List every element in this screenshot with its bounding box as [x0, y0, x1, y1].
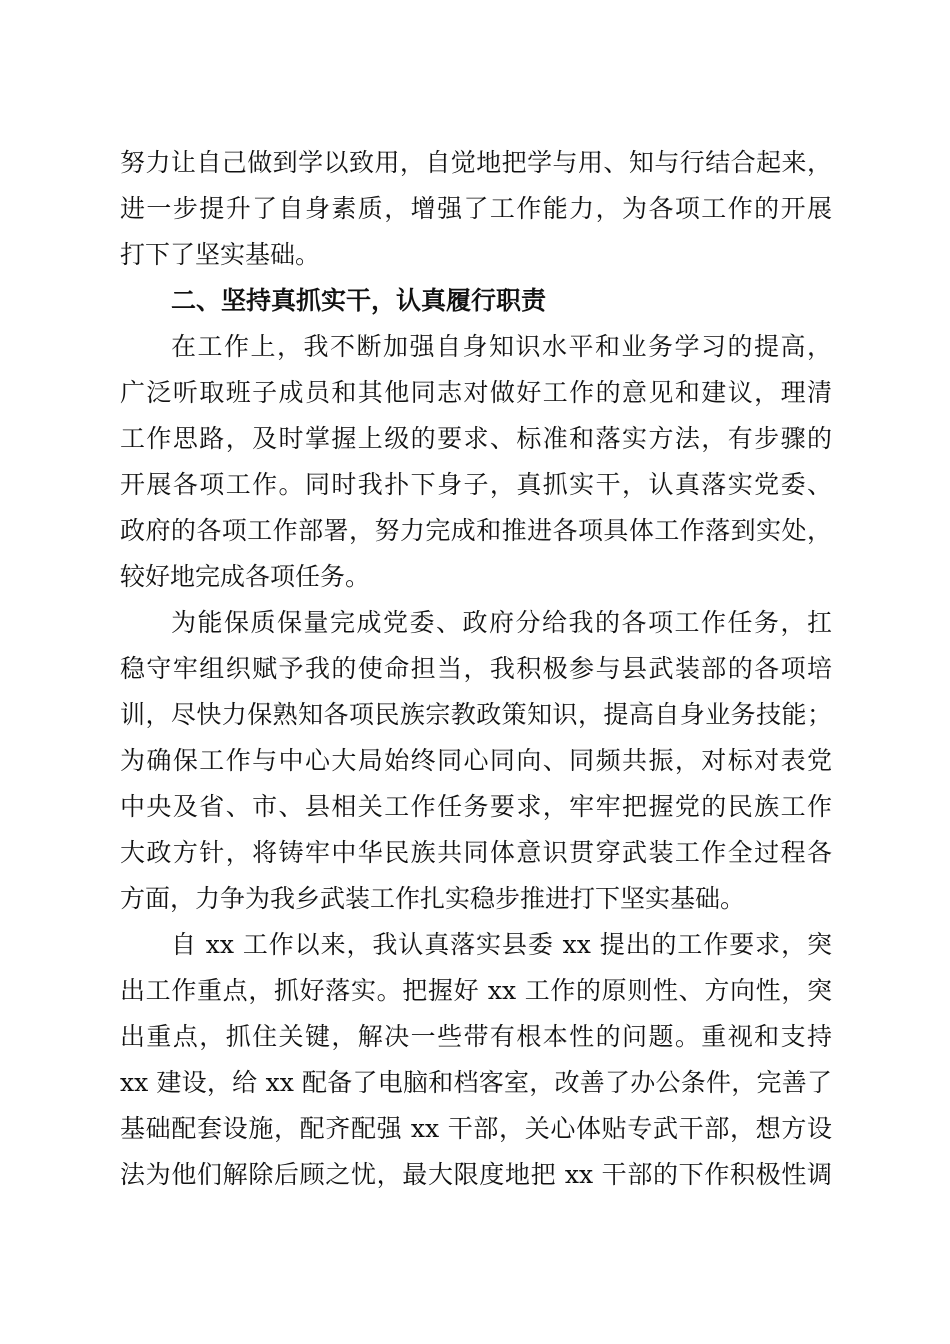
paragraph-line: 工作思路，及时掌握上级的要求、标准和落实方法，有步骤的	[120, 424, 832, 453]
paragraph-line: 出重点，抓住关键，解决一些带有根本性的问题。重视和支持	[120, 1022, 832, 1051]
paragraph-line: 方面，力争为我乡武装工作扎实稳步推进打下坚实基础。	[120, 884, 746, 913]
paragraph-line: 稳守牢组织赋予我的使命担当，我积极参与县武装部的各项培	[120, 654, 832, 683]
paragraph-line: 基础配套设施，配齐配强 xx 干部，关心体贴专武干部，想方设	[120, 1114, 832, 1143]
paragraph-line: 大政方针，将铸牢中华民族共同体意识贯穿武装工作全过程各	[120, 838, 832, 867]
paragraph-line: 为能保质保量完成党委、政府分给我的各项工作任务，扛	[171, 608, 832, 637]
paragraph-line: 进一步提升了自身素质，增强了工作能力，为各项工作的开展	[120, 194, 832, 223]
paragraph-line: 法为他们解除后顾之忧，最大限度地把 xx 干部的下作积极性调	[120, 1160, 832, 1189]
paragraph-line: 为确保工作与中心大局始终同心同向、同频共振，对标对表党	[120, 746, 832, 775]
paragraph-line: 较好地完成各项任务。	[120, 562, 371, 591]
section-heading: 二、坚持真抓实干，认真履行职责	[171, 286, 547, 315]
paragraph-line: xx 建设，给 xx 配备了电脑和档客室，改善了办公条件，完善了	[120, 1068, 832, 1097]
paragraph-line: 政府的各项工作部署，努力完成和推进各项具体工作落到实处，	[120, 516, 832, 545]
paragraph-line: 开展各项工作。同时我扑下身子，真抓实干，认真落实党委、	[120, 470, 832, 499]
paragraph-line: 打下了坚实基础。	[120, 240, 321, 269]
paragraph-line: 中央及省、市、县相关工作任务要求，牢牢把握党的民族工作	[120, 792, 832, 821]
paragraph-line: 努力让自己做到学以致用，自觉地把学与用、知与行结合起来，	[120, 148, 832, 177]
paragraph-line: 广泛听取班子成员和其他同志对做好工作的意见和建议，理清	[120, 378, 832, 407]
paragraph-line: 出工作重点，抓好落实。把握好 xx 工作的原则性、方向性，突	[120, 976, 832, 1005]
paragraph-line: 训，尽快力保熟知各项民族宗教政策知识，提高自身业务技能；	[120, 700, 832, 729]
paragraph-line: 自 xx 工作以来，我认真落实县委 xx 提出的工作要求，突	[171, 930, 832, 959]
paragraph-line: 在工作上，我不断加强自身知识水平和业务学习的提高，	[171, 332, 832, 361]
